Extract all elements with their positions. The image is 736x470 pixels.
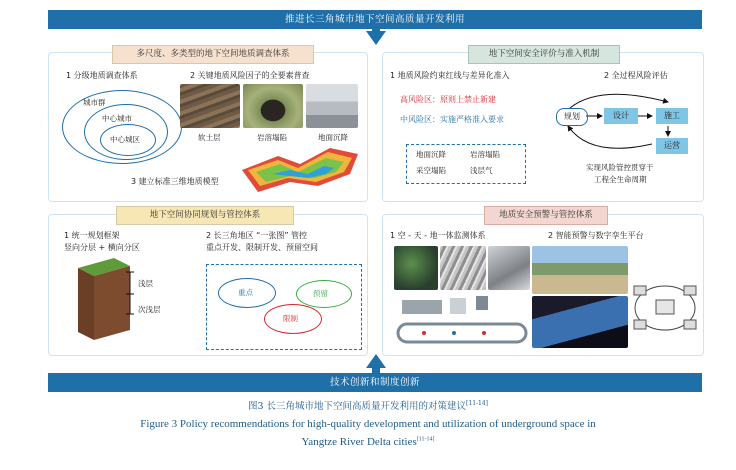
caption-karst: 岩溶塌陷 [257, 133, 287, 142]
satellite-map-image [394, 246, 438, 290]
label-central-city: 中心城市 [102, 114, 132, 123]
platform-network-graphic [630, 272, 700, 338]
figure-caption-en-line-1: Figure 3 Policy recommendations for high-quality development and utilization of underground space in [140, 418, 596, 430]
caption-cn-text: 图3 长三角城市地下空间高质量开发利用的对策建议 [247, 401, 467, 412]
survey-header: 多尺度、多类型的地下空间地质调查体系 [112, 45, 314, 64]
mid-risk-zone-rule: 中风险区：实施严格准入要求 [400, 115, 504, 124]
stage-design: 设计 [604, 108, 638, 124]
planning-item-1-line-2: 竖向分层 + 横向分区 [64, 243, 140, 252]
geology-3d-model-graphic [238, 140, 362, 196]
monitoring-item-1: 1 空 - 天 - 地一体监测体系 [390, 231, 486, 240]
land-subsidence-photo [306, 84, 358, 128]
monitoring-item-2: 2 智能预警与数字孪生平台 [548, 231, 644, 240]
survey-item-1: 1 分级地质调查体系 [66, 71, 138, 80]
figure-caption-cn [0, 398, 736, 412]
figure-caption-en-line-2 [0, 436, 736, 448]
hazard-subsidence: 地面沉降 [416, 150, 446, 159]
lifecycle-note-2: 工程全生命周期 [594, 175, 647, 184]
bottom-banner: 技术创新和制度创新 [48, 373, 702, 392]
tunnel-sensor-diagram [394, 294, 532, 348]
survey-item-3: 3 建立标准三维地质模型 [131, 177, 219, 186]
evaluation-header: 地下空间安全评价与准入机制 [468, 45, 620, 64]
stage-operation: 运营 [656, 138, 688, 154]
label-city-cluster: 城市群 [83, 98, 106, 107]
caption-en-ref: [11-14] [416, 436, 435, 443]
terrain-relief-image [440, 246, 486, 290]
stage-planning: 规划 [556, 108, 588, 126]
aerial-hills-image [488, 246, 530, 290]
planning-item-1-line-1: 1 统一规划框架 [64, 231, 120, 240]
stage-construction: 施工 [656, 108, 688, 124]
layer-shallow: 浅层 [138, 279, 153, 288]
karst-collapse-photo [243, 84, 303, 128]
survey-item-2: 2 关键地质风险因子的全要素普查 [190, 71, 310, 80]
down-arrow-icon [366, 31, 386, 45]
caption-cn-ref: [11-14] [466, 399, 489, 407]
hazard-mined-out: 采空塌陷 [416, 166, 446, 175]
up-arrow-icon [366, 354, 386, 368]
high-risk-zone-rule: 高风险区：原则上禁止新建 [400, 95, 496, 104]
soft-soil-photo [180, 84, 240, 128]
layer-sub-shallow: 次浅层 [138, 305, 161, 314]
lifecycle-note-1: 实现风险管控贯穿于 [586, 163, 654, 172]
caption-soft-soil: 软土层 [198, 133, 221, 142]
zone-reserved-label: 预留 [313, 289, 328, 298]
soil-layer-block-graphic [70, 254, 140, 346]
planning-item-2-line-1: 2 长三角地区 “一张图” 管控 [206, 231, 308, 240]
monitoring-header: 地质安全预警与管控体系 [484, 206, 608, 225]
planning-item-2-line-2: 重点开发、限制开发、预留空间 [206, 243, 318, 252]
caption-subsidence: 地面沉降 [318, 133, 348, 142]
hazard-karst: 岩溶塌陷 [470, 150, 500, 159]
evaluation-item-2: 2 全过程风险评估 [604, 71, 668, 80]
hazard-shallow-gas: 浅层气 [470, 166, 493, 175]
evaluation-item-1: 1 地质风险约束红线与差异化准入 [390, 71, 510, 80]
caption-en-text-2: Yangtze River Delta cities [301, 436, 417, 448]
tunnel-model-image [532, 296, 628, 348]
zone-key-label: 重点 [238, 288, 253, 297]
label-central-district: 中心城区 [110, 135, 140, 144]
top-banner: 推进长三角城市地下空间高质量开发利用 [48, 10, 702, 29]
digital-twin-city-image [532, 246, 628, 294]
planning-header: 地下空间协同规划与管控体系 [116, 206, 294, 225]
zone-restricted-label: 限制 [283, 314, 298, 323]
